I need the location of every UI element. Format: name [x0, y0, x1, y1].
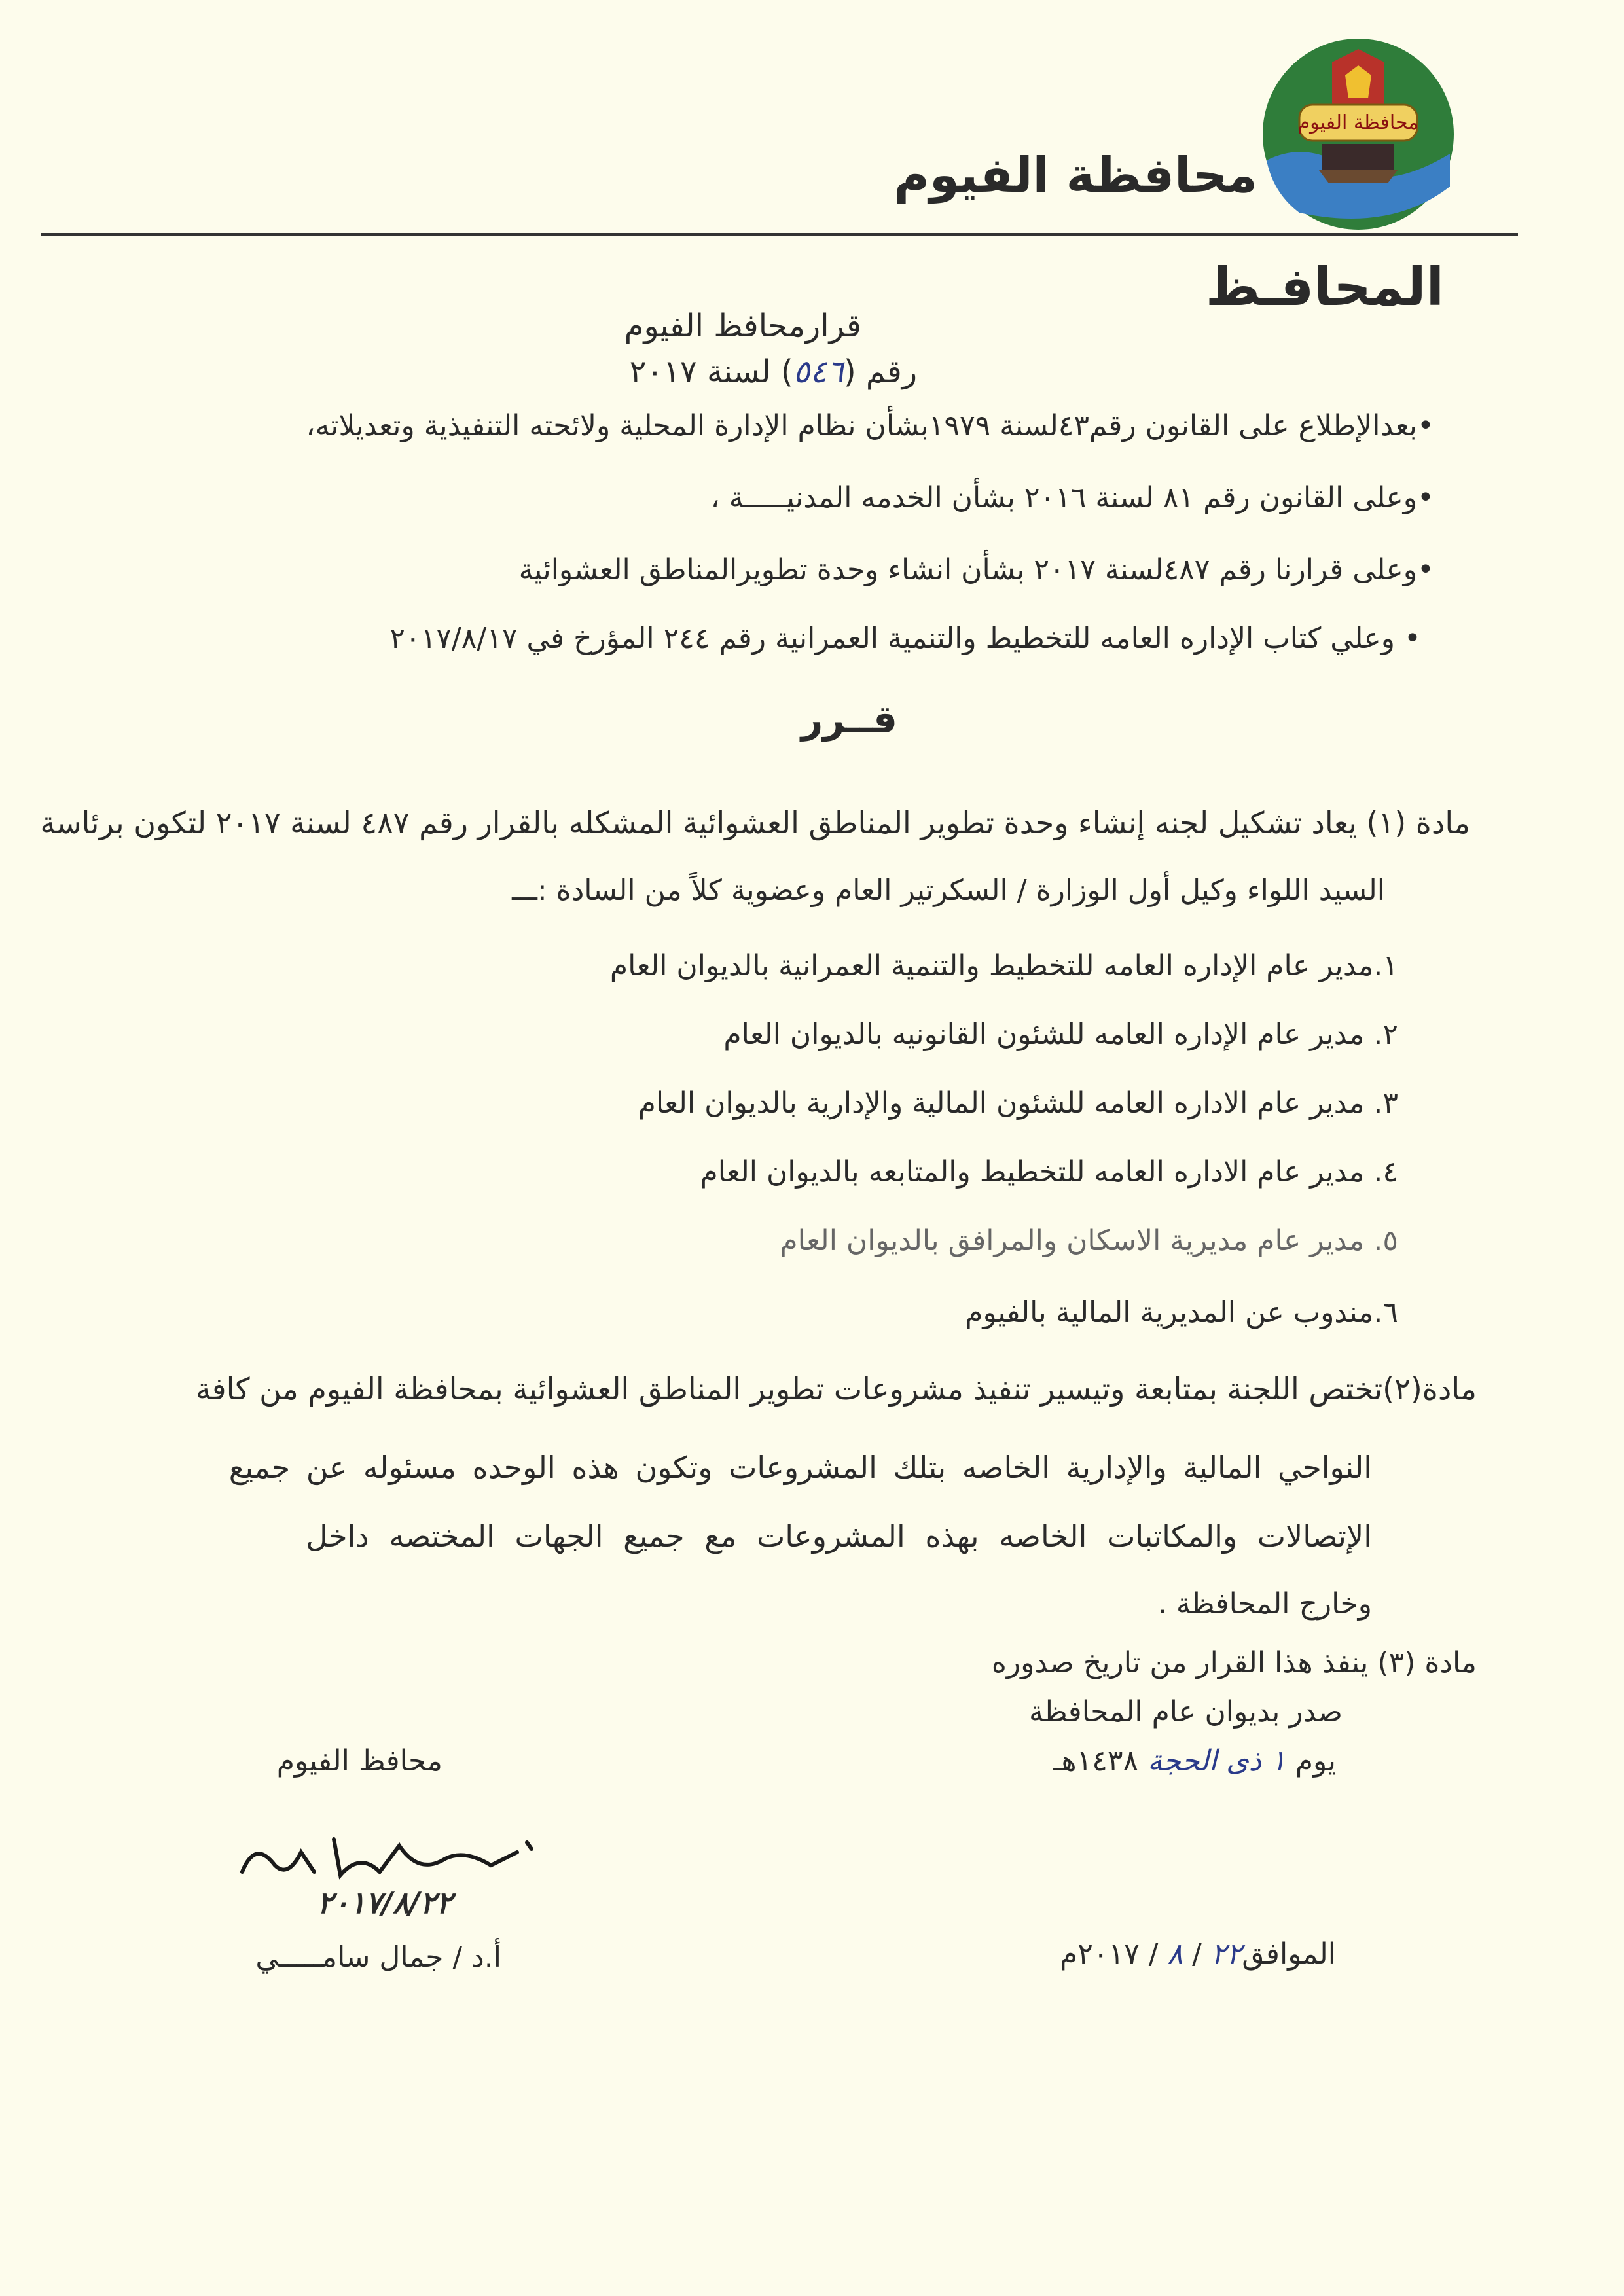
member-item: ٢. مدير عام الإداره العامه للشئون القانونيه بالديوان العام: [723, 1018, 1398, 1051]
signature-date: ٢٠١٧/٨/٢٢: [317, 1885, 452, 1920]
gregorian-prefix: الموافق: [1242, 1937, 1336, 1971]
member-item: ١.مدير عام الإداره العامه للتخطيط والتنمية العمرانية بالديوان العام: [609, 949, 1398, 982]
preamble-item: •بعدالإطلاع على القانون رقم٤٣لسنة ١٩٧٩بشأن نظام الإدارة المحلية ولائحته التنفيذية وتعديلاته،: [306, 409, 1434, 442]
hijri-month: ذى الحجة: [1147, 1744, 1262, 1778]
decree-number-suffix: ) لسنة ٢٠١٧: [629, 353, 793, 390]
header-divider: [41, 233, 1518, 236]
article1-line: السيد اللواء وكيل أول الوزارة / السكرتير العام وعضوية كلاً من السادة :ـــ: [512, 874, 1385, 907]
preamble-item: • وعلي كتاب الإداره العامه للتخطيط والتنمية العمرانية رقم ٢٤٤ المؤرخ في ٢٠١٧/٨/١٧: [389, 622, 1421, 655]
hijri-prefix: يوم: [1295, 1744, 1336, 1778]
signatory-title: محافظ الفيوم: [276, 1744, 442, 1778]
gregorian-day: ٢٢: [1210, 1937, 1242, 1971]
article3: مادة (٣) ينفذ هذا القرار من تاريخ صدوره: [991, 1646, 1477, 1679]
article2-line: مادة(٢)تختص اللجنة بمتابعة وتيسير تنفيذ مشروعات تطوير المناطق العشوائية بمحافظة الفيوم من كافة: [195, 1371, 1477, 1407]
decree-title: قرارمحافظ الفيوم: [624, 308, 861, 344]
article2-line: الإتصالات والمكاتبات الخاصه بهذه المشروعات مع جميع الجهات المختصه داخل: [306, 1518, 1372, 1554]
svg-text:محافظة الفيوم: محافظة الفيوم: [1297, 111, 1419, 134]
preamble-item: •وعلى القانون رقم ٨١ لسنة ٢٠١٦ بشأن الخدمه المدنيـــــة ،: [710, 481, 1434, 514]
article2-line: وخارج المحافظة .: [1157, 1587, 1372, 1621]
article1-line: مادة (١) يعاد تشكيل لجنه إنشاء وحدة تطوير المناطق العشوائية المشكله بالقرار رقم ٤٨٧ لسنة ٢٠١٧ لتكون برئاسة: [40, 805, 1470, 840]
hijri-date: [1053, 1744, 1336, 1778]
decree-number-line: [630, 353, 917, 390]
governorate-logo: [1260, 36, 1456, 232]
gregorian-year: ٢٠١٧م: [1059, 1937, 1140, 1971]
gregorian-month: ٨: [1167, 1937, 1183, 1971]
signatory-name: أ.د / جمال سامـــــي: [255, 1941, 501, 1974]
office-title: المحافـظ: [1205, 257, 1444, 317]
preamble-item: •وعلى قرارنا رقم ٤٨٧لسنة ٢٠١٧ بشأن انشاء وحدة تطويرالمناطق العشوائية: [518, 553, 1434, 586]
gregorian-date: الموافق٢٢ / ٨ / ٢٠١٧م: [1059, 1937, 1336, 1971]
member-item: ٤. مدير عام الاداره العامه للتخطيط والمتابعه بالديوان العام: [700, 1155, 1398, 1189]
decision-heading: قــرر: [801, 697, 897, 742]
hijri-year: ١٤٣٨هـ: [1053, 1744, 1139, 1778]
decree-number: ٥٤٦: [793, 353, 844, 390]
member-item: ٣. مدير عام الاداره العامه للشئون المالية والإدارية بالديوان العام: [638, 1086, 1398, 1120]
member-item: ٥. مدير عام مديرية الاسكان والمرافق بالديوان العام: [780, 1224, 1398, 1257]
hijri-day: ١: [1271, 1744, 1286, 1778]
issuance-line: صدر بديوان عام المحافظة: [1028, 1695, 1343, 1729]
member-item: ٦.مندوب عن المديرية المالية بالفيوم: [965, 1296, 1398, 1329]
handwritten-signature: [229, 1813, 543, 1892]
article2-line: النواحي المالية والإدارية الخاصه بتلك المشروعات وتكون هذه الوحده مسئوله عن جميع: [228, 1450, 1372, 1485]
governorate-name: محافظة الفيوم: [893, 147, 1257, 204]
decree-number-prefix: رقم (: [843, 353, 917, 390]
